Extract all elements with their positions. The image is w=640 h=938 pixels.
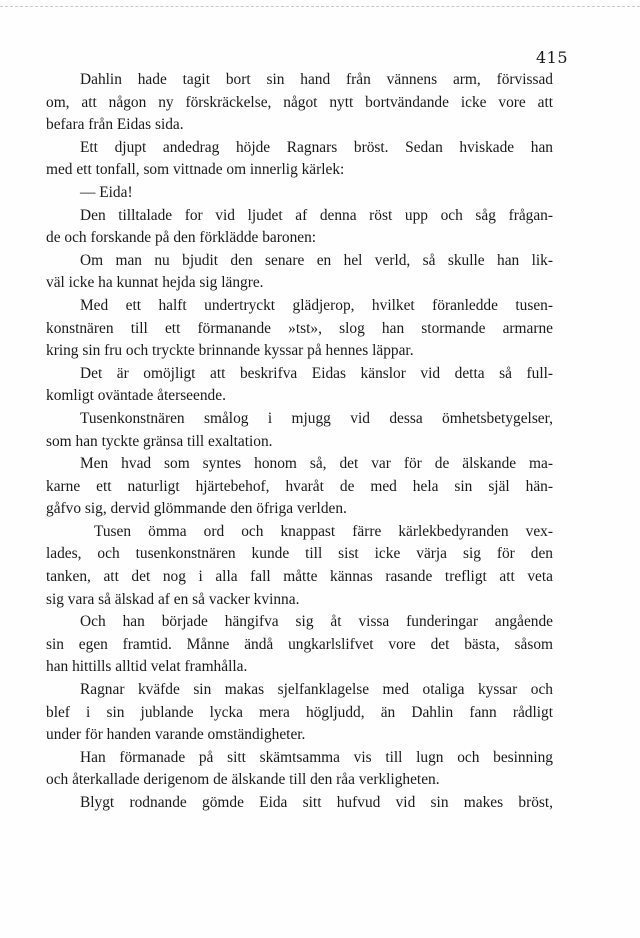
text-line: befara från Eidas sida. [46,116,184,134]
text-line: Tusen ömma ord och knappast färre kärlekbedyranden vex- [94,522,553,540]
scan-edge-rule [0,6,640,7]
text-line: komligt oväntade återseende. [46,387,226,405]
text-line: karne ett naturligt hjärtebehof, hvaråt de med hela sin själ hän- [46,477,553,495]
text-line: gåfvo sig, dervid glömmande den öfriga verlden. [46,500,347,518]
text-line: med ett tonfall, som vittnade om innerlig kärlek: [46,161,345,179]
text-line: under för handen varande omständigheter. [46,726,306,744]
text-line: Det är omöjligt att beskrifva Eidas känslor vid detta så full- [80,364,553,382]
text-line: Blygt rodnande gömde Eida sitt hufvud vid sin makes bröst, [80,794,553,811]
text-line: om, att någon ny förskräckelse, något nytt bortvändande icke vore att [46,93,553,111]
text-line: blef i sin jublande lycka mera högljudd, än Dahlin fann rådligt [46,703,553,721]
text-line: — Eida! [80,183,133,201]
text-line: Han förmanade på sitt skämtsamma vis till lugn och besinning [80,748,553,766]
text-line: Dahlin hade tagit bort sin hand från vännens arm, förvissad [80,71,553,88]
text-line: Den tilltalade for vid ljudet af denna röst upp och såg frågan- [80,206,553,224]
text-line: sig vara så älskad af en så vacker kvinna. [46,590,300,608]
text-line: som han tyckte gränsa till exaltation. [46,432,273,450]
body-text [46,69,553,815]
text-line: han hittills alltid velat framhålla. [46,658,248,676]
text-line: lades, och tusenkonstnären kunde till sist icke värja sig för den [46,545,553,563]
text-line: kring sin fru och tryckte brinnande kyssar på hennes läppar. [46,342,414,360]
text-line: Ragnar kväfde sin makas sjelfanklagelse med otaliga kyssar och [80,681,553,699]
text-line: konstnären till ett förmanande »tst», slog han stormande armarne [46,319,553,337]
text-line: Tusenkonstnären smålog i mjugg vid dessa ömhetsbetygelser, [80,409,553,427]
text-line: Om man nu bjudit den senare en hel verld, så skulle han lik- [80,251,553,269]
text-line: och återkallade derigenom de älskande till den råa verkligheten. [46,771,440,789]
text-line: Ett djupt andedrag höjde Ragnars bröst. Sedan hviskade han [80,138,553,156]
page-number: 415 [535,48,568,67]
text-line: Och han började hängifva sig åt vissa funderingar angående [80,613,553,631]
text-line: tanken, att det nog i alla fall måtte kännas rasande trefligt att veta [46,568,553,586]
text-line: Men hvad som syntes honom så, det var för de älskande ma- [80,455,553,473]
text-line: Med ett halft undertryckt glädjerop, hvilket föranledde tusen- [80,296,553,314]
text-line: de och forskande på den förklädde baronen: [46,229,317,247]
text-line: sin egen framtid. Månne ändå ungkarlslifvet vore det bästa, såsom [46,635,553,653]
text-line: väl icke ha kunnat hejda sig längre. [46,274,264,292]
